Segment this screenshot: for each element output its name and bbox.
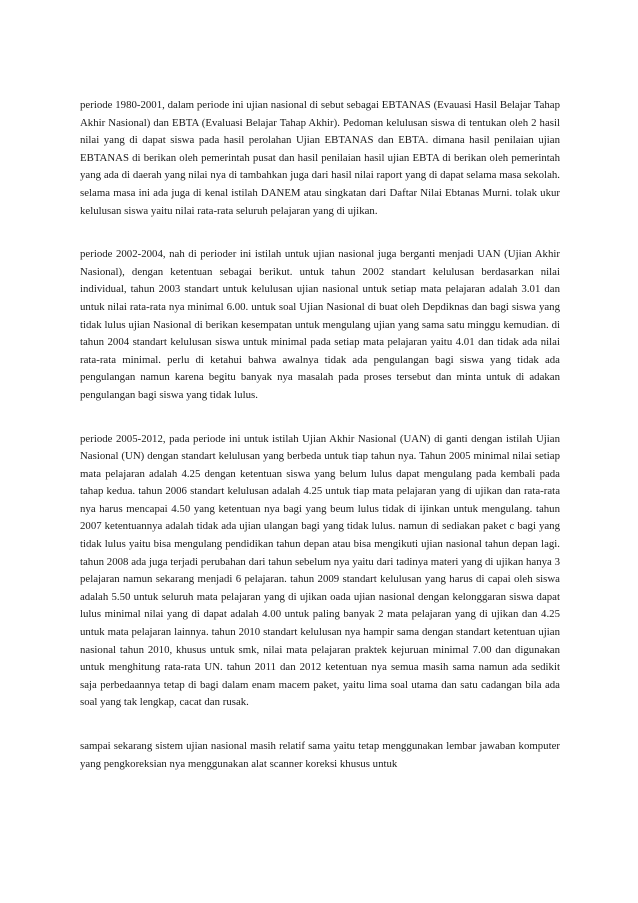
document-body	[80, 97, 560, 773]
paragraph-1980-2001: periode 1980-2001, dalam periode ini ujian nasional di sebut sebagai EBTANAS (Evauasi Hasil Belajar Tahap Akhir Nasional) dan EBTA (Evaluasi Belajar Tahap Akhir). Pedoman kelulusan siswa di tentukan oleh 2 hasil nilai yang di dapat siswa pada hasil perolahan Ujian EBTANAS dan EBTA. dimana hasil penilaian ujian EBTANAS di berikan oleh pemerintah pusat dan hasil penilaian hasil ujian EBTA di berikan oleh pemerintah yang ada di daerah yang nilai nya di tambahkan juga dari hasil nilai raport yang di dapat selama masa sekolah. selama masa ini ada juga di kenal istilah DANEM atau singkatan dari Daftar Nilai Ebtanas Murni. tolak ukur kelulusan siswa yaitu nilai rata-rata seluruh pelajaran yang di ujikan.	[80, 99, 560, 217]
paragraph-2002-2004: periode 2002-2004, nah di perioder ini istilah untuk ujian nasional juga berganti menjadi UAN (Ujian Akhir Nasional), dengan ketentuan sebagai berikut. untuk tahun 2002 standart kelulusan berdasarkan nilai individual, tahun 2003 standart untuk kelulusan ujian nasional untuk setiap mata pelajaran adalah 3.01 dan untuk nilai rata-rata nya minimal 6.00. untuk soal Ujian Nasional di buat oleh Depdiknas dan bagi siswa yang tidak lulus ujian Nasional di berikan kesempatan untuk mengulang ujian yang sama satu minggu kemudian. di tahun 2004 standart kelulusan siswa untuk minimal pada setiap mata pelajaran yaitu 4.01 dan tidak ada nilai rata-rata minimal. perlu di ketahui bahwa awalnya tidak ada pengulangan bagi siswa yang tidak ada pengulangan namun karena begitu banyak nya masalah pada proses tersebut dan minta untuk di adakan pengulangan bagi siswa yang tidak lulus.	[80, 248, 560, 401]
paragraph-sampai-sekarang: sampai sekarang sistem ujian nasional masih relatif sama yaitu tetap menggunakan lembar jawaban komputer yang pengkoreksian nya menggunakan alat scanner koreksi khusus untuk	[80, 740, 560, 770]
paragraph-2005-2012: periode 2005-2012, pada periode ini untuk istilah Ujian Akhir Nasional (UAN) di ganti dengan istilah Ujian Nasional (UN) dengan standart kelulusan yang berbeda untuk tiap tahun nya. Tahun 2005 minimal nilai setiap mata pelajaran adalah 4.25 dengan ketentuan siswa yang belum lulus dapat mengulang pada kembali pada tahap kedua. tahun 2006 standart kelulusan adalah 4.25 untuk tiap mata pelajaran yang di ujikan dan rata-rata nya harus mencapai 4.50 yang ketentuan nya bagi yang beum lulus tidak di ijinkan untuk mengulang. tahun 2007 ketentuannya adalah tidak ada ujian ulangan bagi yang tidak lulus. namun di sediakan paket c bagi yang tidak lulus yaitu bisa mengulang pendidikan tahun depan atau bisa mengikuti ujian nasional tahun depan lagi. tahun 2008 ada juga terjadi perubahan dari tahun sebelum nya yaitu dari tadinya materi yang di ujikan hanya 3 pelajaran namun sekarang menjadi 6 pelajaran. tahun 2009 standart kelulusan yang harus di capai oleh siswa adalah 5.50 untuk seluruh mata pelajaran yang di ujikan oada ujian nasional dengan kelonggaran siswa dapat lulus minimal nilai yang di dapat adalah 4.00 untuk paling banyak 2 mata pelajaran yang di ujikan dan 4.25 untuk mata pelajaran lainnya. tahun 2010 standart kelulusan nya hampir sama dengan standart ketentuan ujian nasional tahun 2010, khusus untuk smk, nilai mata pelajaran praktek kejuruan minimal 7.00 dan digunakan untuk menghitung rata-rata UN. tahun 2011 dan 2012 ketentuan nya semua masih sama namun ada sedikit saja perbedaannya tetap di bagi dalam enam macem paket, yaitu lima soal utama dan satu cadangan bila ada soal yang tak lengkap, cacat dan rusak.	[80, 432, 560, 709]
